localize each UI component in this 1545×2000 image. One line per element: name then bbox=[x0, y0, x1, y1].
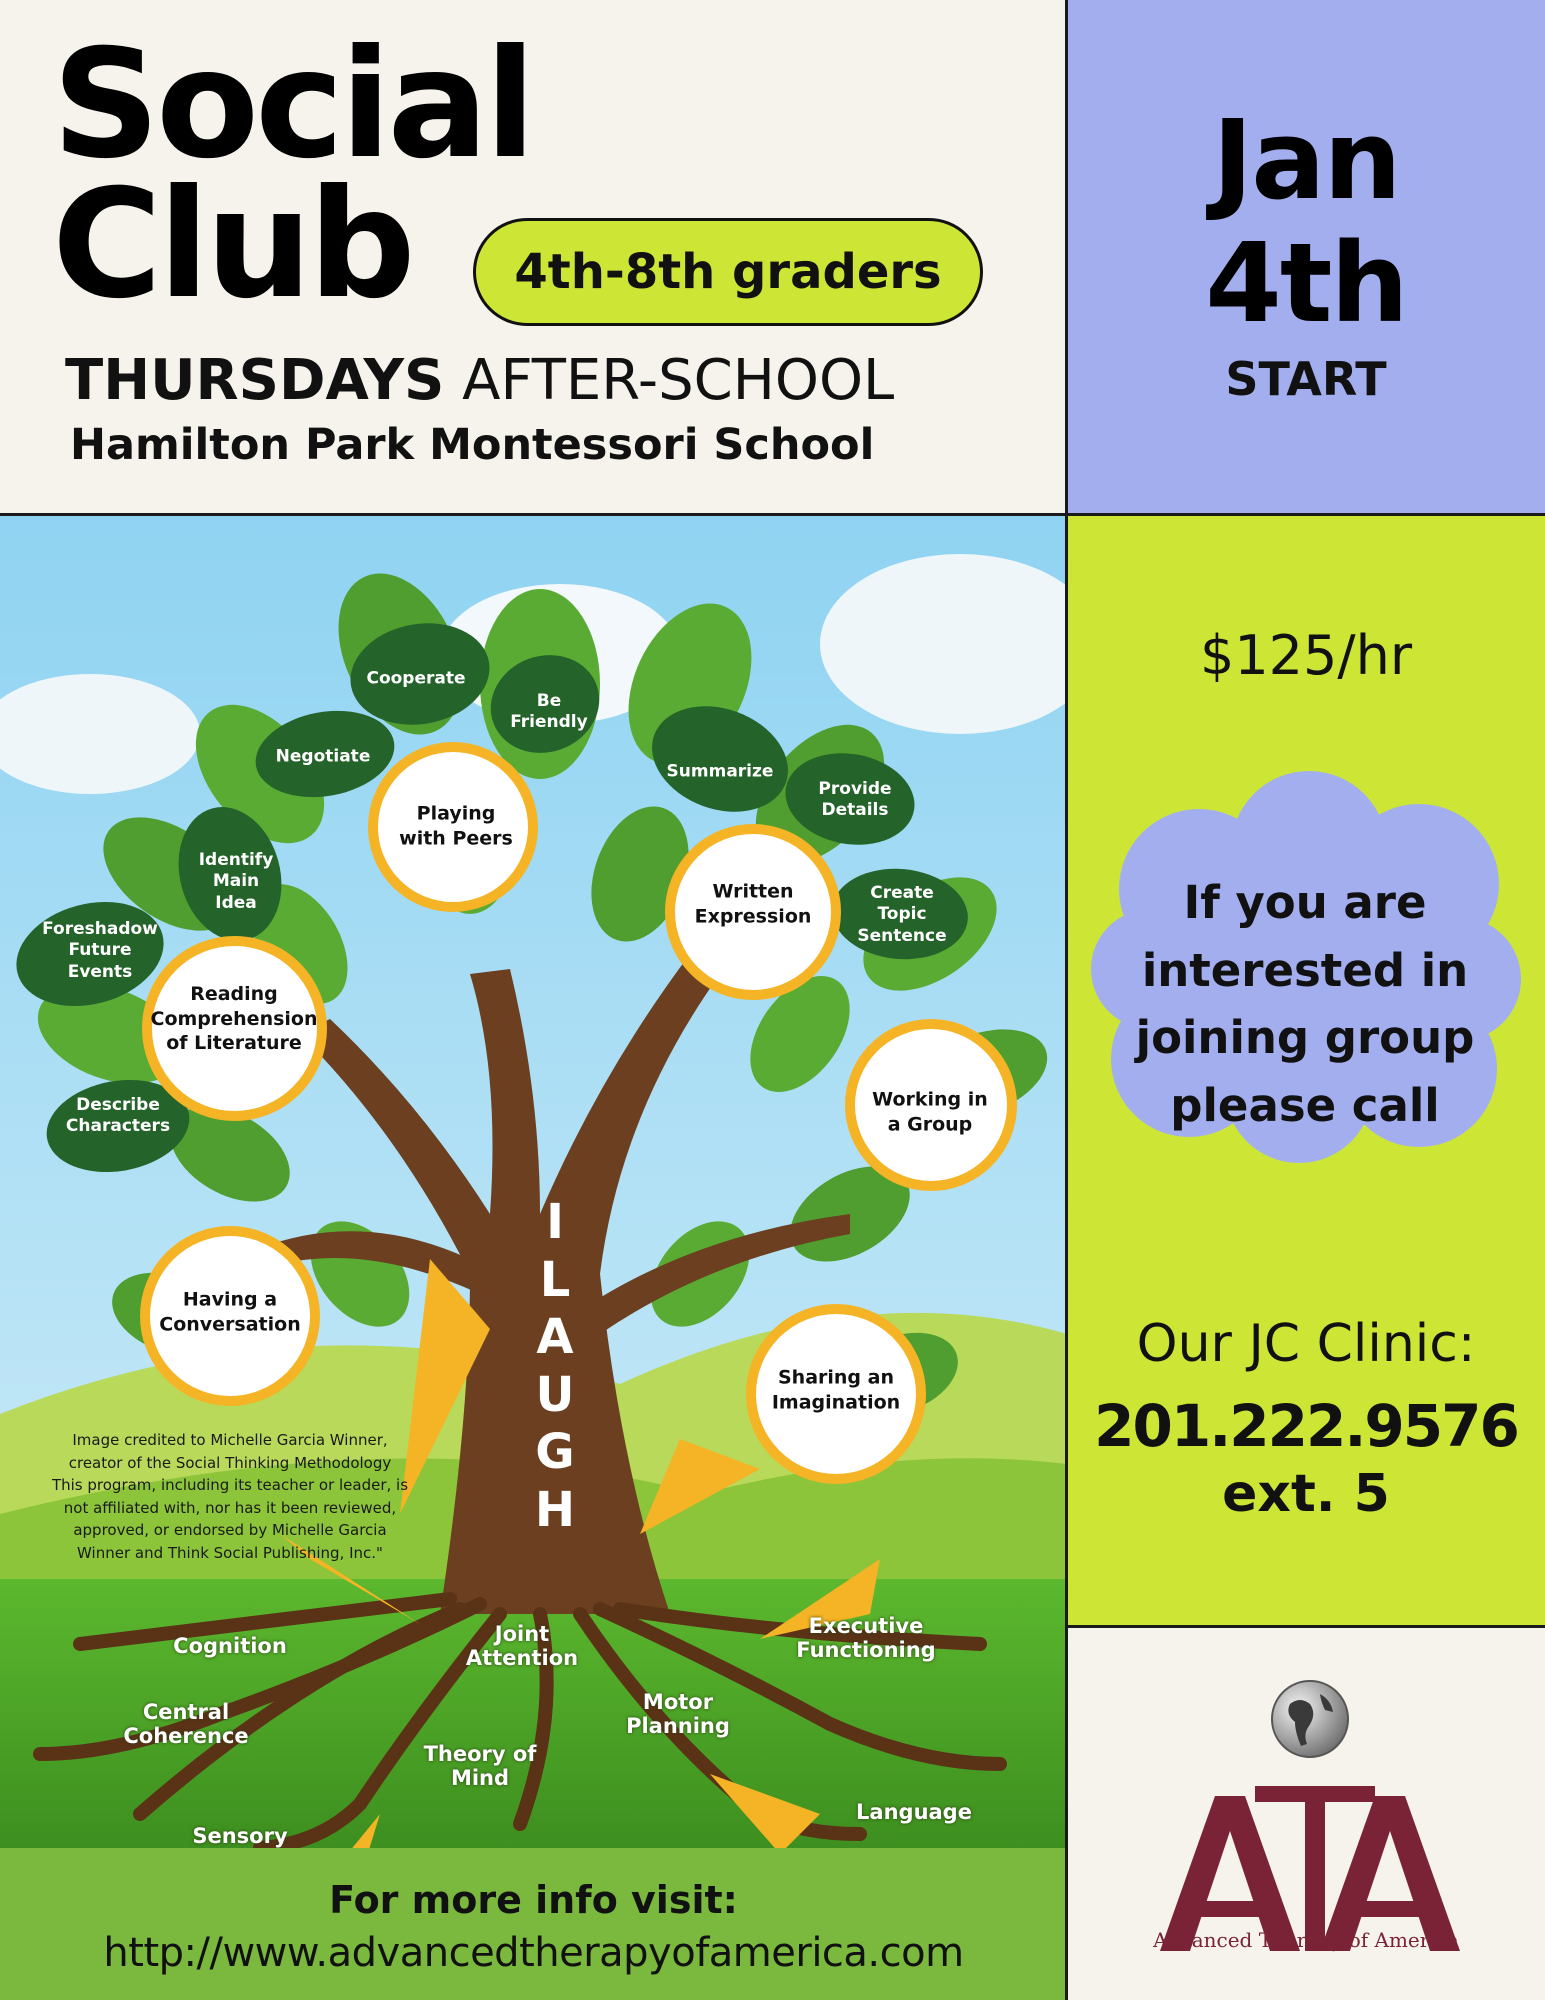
ata-logo-mark bbox=[1160, 1756, 1460, 1956]
logo-panel bbox=[1067, 1626, 1545, 2000]
horizontal-divider-top bbox=[0, 513, 1545, 516]
trunk-letter: L bbox=[539, 1251, 571, 1308]
bubble-text: Playing with Peers bbox=[399, 802, 513, 849]
leaf-identify-main-idea bbox=[199, 850, 274, 914]
leaf-label: Cooperate bbox=[366, 668, 466, 689]
root-text: Motor Planning bbox=[626, 1689, 730, 1738]
callout-line: interested in bbox=[1141, 943, 1469, 997]
start-day: 4th bbox=[1205, 219, 1407, 347]
leaf-label: Negotiate bbox=[275, 746, 371, 767]
leaf-cooperate bbox=[366, 668, 465, 689]
root-executive-functioning bbox=[796, 1614, 935, 1662]
footer-panel bbox=[0, 1848, 1067, 2000]
root-theory-of-mind bbox=[424, 1742, 537, 1790]
root-text: Theory of Mind bbox=[423, 1741, 537, 1790]
leaf-foreshadow bbox=[42, 919, 158, 983]
info-panel bbox=[1067, 514, 1545, 1626]
leaf-label: Provide Details bbox=[818, 778, 892, 820]
leaf-label: Create Topic Sentence bbox=[857, 883, 947, 946]
trunk-letter: H bbox=[534, 1481, 576, 1538]
clinic-label: Our JC Clinic: bbox=[1136, 1314, 1476, 1374]
credit-line: This program, including its teacher or leader, is bbox=[51, 1476, 409, 1494]
root-sensory bbox=[192, 1824, 287, 1848]
leaf-label: Foreshadow Future Events bbox=[42, 919, 158, 982]
callout-text bbox=[1089, 869, 1521, 1139]
schedule-line bbox=[65, 348, 894, 413]
credit-line: approved, or endorsed by Michelle Garcia bbox=[73, 1521, 387, 1539]
root-text: Language bbox=[856, 1799, 972, 1824]
root-text: Cognition bbox=[173, 1633, 287, 1658]
tree-illustration bbox=[0, 514, 1067, 1848]
root-cognition bbox=[173, 1634, 287, 1658]
bubble-text: Reading Comprehension of Literature bbox=[150, 982, 318, 1055]
bubble-label bbox=[695, 879, 812, 928]
leaf-provide-details bbox=[818, 779, 891, 822]
clinic-phone[interactable]: 201.222.9576 bbox=[1094, 1392, 1518, 1460]
credit-line: Image credited to Michelle Garcia Winner, bbox=[72, 1431, 388, 1449]
vertical-divider bbox=[1065, 0, 1068, 2000]
location-text: Hamilton Park Montessori School bbox=[70, 420, 875, 470]
leaf-label: Describe Characters bbox=[65, 1094, 171, 1136]
trunk-letter: G bbox=[535, 1424, 575, 1481]
root-text: Sensory bbox=[192, 1823, 288, 1848]
leaf-be-friendly bbox=[510, 691, 587, 734]
leaf-summarize bbox=[667, 761, 774, 782]
callout-line: If you are bbox=[1183, 876, 1427, 929]
root-text: Executive Functioning bbox=[796, 1613, 936, 1662]
leaf-describe-characters bbox=[66, 1095, 170, 1138]
bubble-label bbox=[399, 801, 513, 850]
bubble-text: Working in a Group bbox=[872, 1088, 988, 1135]
bubble-text: Having a Conversation bbox=[159, 1288, 301, 1335]
company-name: Advanced Therapy of America bbox=[1153, 1928, 1459, 1952]
callout-line: joining group bbox=[1135, 1011, 1475, 1064]
trunk-letter: I bbox=[546, 1194, 564, 1250]
root-joint-attention bbox=[466, 1622, 578, 1670]
bubble-label bbox=[772, 1365, 900, 1414]
horizontal-divider-logo bbox=[1067, 1625, 1545, 1628]
leaf-label: Be Friendly bbox=[510, 690, 588, 732]
title-line-2: Club bbox=[52, 158, 412, 332]
footer-label: For more info visit: bbox=[329, 1878, 738, 1922]
price-rate: $125/hr bbox=[1199, 624, 1413, 687]
bubble-label bbox=[159, 1287, 300, 1336]
start-month: Jan bbox=[1212, 96, 1400, 224]
schedule-time: AFTER-SCHOOL bbox=[462, 348, 895, 413]
leaf-label: Summarize bbox=[666, 761, 774, 782]
root-text: Central Coherence bbox=[123, 1699, 249, 1748]
start-label: START bbox=[1225, 352, 1387, 406]
credit-line: not affiliated with, nor has it been reviewed, bbox=[63, 1498, 397, 1517]
root-motor-planning bbox=[626, 1690, 730, 1738]
root-text: Joint Attention bbox=[465, 1621, 579, 1670]
image-credit bbox=[10, 1429, 450, 1564]
credit-line: Winner and Think Social Publishing, Inc." bbox=[77, 1543, 383, 1562]
bubble-label bbox=[872, 1087, 988, 1136]
start-date-panel bbox=[1067, 0, 1545, 514]
clinic-extension: ext. 5 bbox=[1222, 1464, 1390, 1524]
trunk-letter: U bbox=[535, 1366, 575, 1423]
root-language bbox=[856, 1800, 972, 1824]
root-central-coherence bbox=[123, 1700, 248, 1748]
callout-line: please call bbox=[1170, 1078, 1440, 1132]
grade-badge bbox=[473, 218, 983, 326]
trunk-letter: A bbox=[536, 1309, 574, 1366]
leaf-create-topic-sentence bbox=[857, 883, 946, 947]
trunk-word-laugh bbox=[530, 1194, 580, 1540]
website-link[interactable]: http://www.advancedtherapyofamerica.com bbox=[103, 1930, 964, 1976]
header-panel bbox=[0, 0, 1067, 514]
bubble-text: Written Expression bbox=[694, 880, 812, 927]
callout-cloud bbox=[1089, 769, 1521, 1164]
bubble-label bbox=[151, 982, 318, 1056]
leaf-negotiate bbox=[276, 746, 371, 767]
credit-line: creator of the Social Thinking Methodology bbox=[68, 1453, 392, 1472]
leaf-label: Identify Main Idea bbox=[198, 850, 274, 913]
grade-badge-label: 4th-8th graders bbox=[514, 244, 942, 300]
globe-icon bbox=[1265, 1674, 1355, 1764]
schedule-day: THURSDAYS bbox=[65, 348, 445, 413]
title-line-1: Social bbox=[52, 18, 533, 192]
bubble-text: Sharing an Imagination bbox=[771, 1366, 901, 1413]
